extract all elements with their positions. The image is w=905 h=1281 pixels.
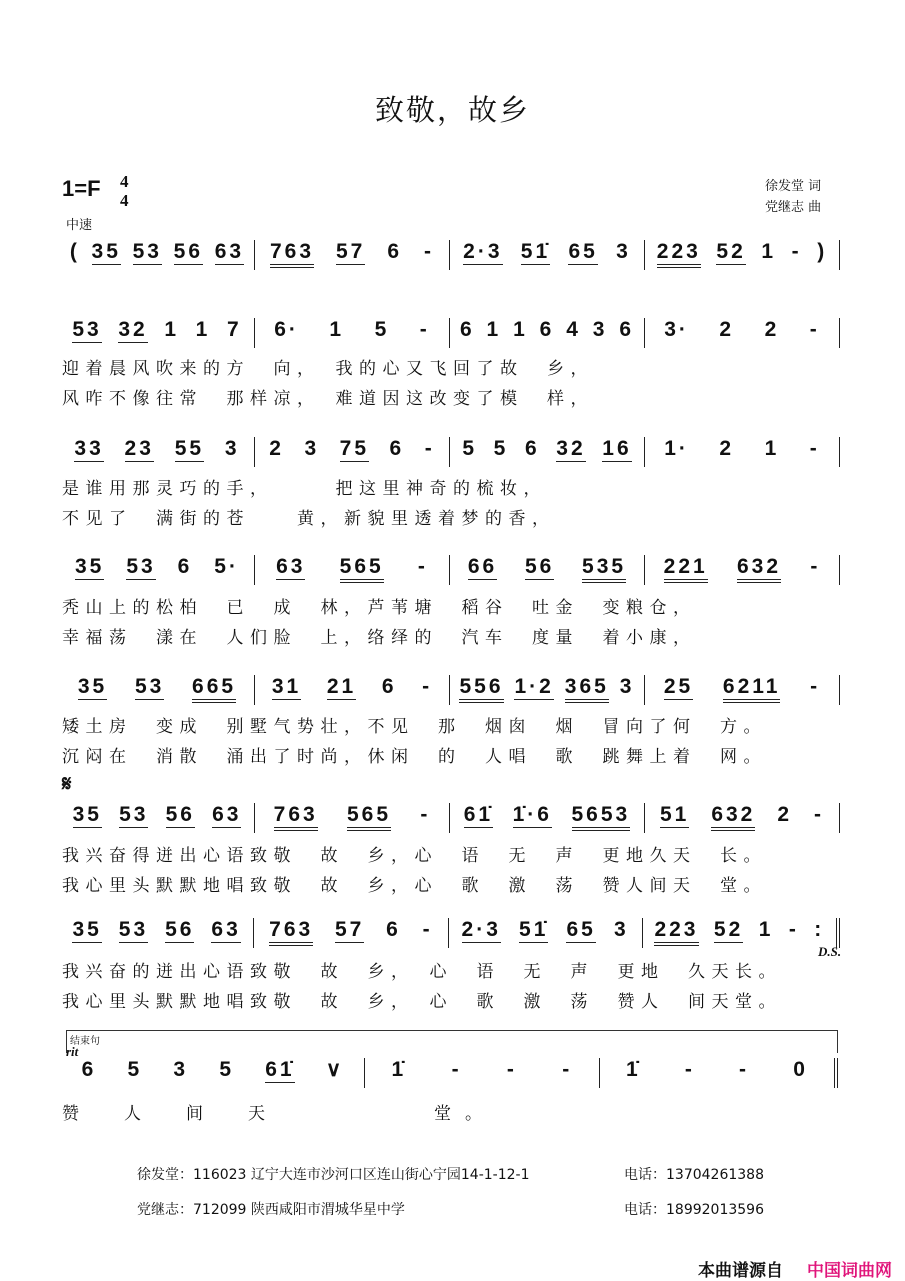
note-group: 53: [72, 318, 102, 341]
measure: [255, 437, 450, 467]
note-group: 6: [387, 240, 403, 263]
note-group: -: [791, 240, 802, 263]
note-group: :: [814, 918, 825, 941]
note-group: 3: [592, 318, 608, 341]
note-group: -: [684, 1058, 695, 1081]
note-group: 56: [173, 240, 204, 263]
note-group: 61̇: [265, 1058, 295, 1081]
ending-label: 结束句: [70, 1036, 100, 1047]
measure: [643, 918, 840, 948]
measure: [60, 918, 254, 948]
note-group: -: [451, 1058, 462, 1081]
note-group: 2·3: [463, 240, 503, 263]
measure: [450, 803, 645, 833]
note-group: -: [419, 318, 430, 341]
note-group: 56: [165, 803, 195, 826]
note-group: -: [506, 1058, 517, 1081]
note-group: 6: [386, 918, 401, 941]
note-group: 5: [219, 1058, 235, 1081]
measure: [450, 555, 645, 585]
meter-top: 4: [120, 172, 129, 191]
lyric-line: 我心里头默默地唱致敬 故 乡，心 歌 激 荡 赞人间天 堂。: [62, 876, 767, 896]
composer-phone: 电话：18992013596: [624, 1202, 764, 1218]
measure: [450, 437, 645, 467]
music-system: [60, 437, 840, 471]
note-group: 665: [192, 675, 236, 703]
note-group: 1: [764, 437, 780, 460]
note-group: 56: [165, 918, 195, 941]
note-group: 53: [134, 675, 165, 698]
note-group: 632: [711, 803, 755, 831]
measure: [645, 803, 840, 833]
note-group: 33: [74, 437, 104, 460]
segno-sign: 𝄋: [62, 772, 72, 797]
note-group: 75: [339, 437, 370, 460]
note-group: 1·2: [514, 675, 554, 698]
note-group: 1: [761, 240, 777, 263]
note-group: 66: [467, 555, 498, 578]
measure: [450, 675, 645, 705]
note-group: 2: [764, 318, 780, 341]
note-group: 763: [270, 240, 314, 268]
ending-bracket: [66, 1030, 838, 1053]
measure: [255, 555, 450, 585]
measure: [449, 918, 643, 948]
note-group: 61̇: [463, 803, 494, 826]
note-group: 63: [214, 240, 245, 263]
note-group: 6: [619, 318, 634, 341]
note-group: 6: [459, 318, 475, 341]
note-group: ): [817, 240, 828, 263]
note-group: 1·: [664, 437, 689, 460]
tempo-marking: 中速: [66, 218, 93, 233]
note-group: 6: [177, 555, 193, 578]
note-group: 35: [77, 675, 108, 698]
note-group: 35: [72, 803, 102, 826]
note-group: 32: [556, 437, 586, 460]
note-group: 4: [566, 318, 581, 341]
note-group: 52: [713, 918, 744, 941]
note-group: 53: [132, 240, 162, 263]
note-group: 21: [326, 675, 357, 698]
note-group: 556: [459, 675, 503, 703]
note-group: -: [422, 918, 433, 941]
lyric-line: 迎着晨风吹来的方 向， 我的心又飞回了故 乡，: [62, 359, 594, 379]
note-group: 63: [276, 555, 306, 578]
note-group: 3: [619, 675, 635, 698]
note-group: -: [788, 918, 799, 941]
note-group: 53: [119, 803, 149, 826]
lyric-line: 是谁用那灵巧的手， 把这里神奇的梳妆，: [62, 479, 547, 499]
lyric-line: 沉闷在 消散 涌出了时尚，休闲 的 人唱 歌 跳舞上着 网。: [62, 747, 767, 767]
note-group: 53: [118, 918, 149, 941]
note-group: 51: [659, 803, 690, 826]
note-group: 31: [271, 675, 302, 698]
measure: [60, 675, 255, 705]
note-group: 5653: [572, 803, 631, 831]
note-group: -: [809, 318, 820, 341]
note-group: -: [424, 437, 435, 460]
note-group: 35: [91, 240, 121, 263]
music-system: [60, 555, 840, 589]
note-group: 25: [663, 675, 694, 698]
note-group: 35: [74, 555, 105, 578]
note-group: -: [813, 803, 824, 826]
note-group: -: [739, 1058, 750, 1081]
measure: [450, 240, 645, 270]
note-group: 6·: [274, 318, 299, 341]
note-group: 365: [565, 675, 609, 703]
note-group: 3: [613, 918, 629, 941]
note-group: 7: [226, 318, 242, 341]
measure: [645, 675, 840, 705]
note-group: 632: [737, 555, 781, 583]
note-group: 53: [126, 555, 156, 578]
note-group: 63: [212, 803, 242, 826]
note-group: 1̇·6: [512, 803, 552, 826]
measure: [255, 675, 450, 705]
note-group: 221: [664, 555, 708, 583]
measure: [60, 240, 255, 270]
note-group: 51̇: [520, 240, 551, 263]
measure: [365, 1058, 600, 1088]
note-group: 5: [462, 437, 477, 460]
note-group: 65: [568, 240, 598, 263]
music-system: [60, 240, 840, 274]
lyricist-phone: 电话：13704261388: [624, 1167, 764, 1183]
lyricist-credit: 徐发堂 词: [765, 179, 822, 194]
meter-bottom: 4: [120, 191, 129, 210]
note-group: 1̇: [626, 1058, 641, 1081]
note-group: -: [420, 803, 431, 826]
note-group: 35: [72, 918, 102, 941]
note-group: 1: [486, 318, 502, 341]
note-group: 223: [654, 918, 698, 946]
lyric-line: 我心里头默默地唱致敬 故 乡， 心 歌 激 荡 赞人 间天堂。: [62, 992, 782, 1012]
measure: [62, 1058, 365, 1088]
note-group: 3: [224, 437, 240, 460]
note-group: (: [69, 240, 80, 263]
note-group: 3: [304, 437, 320, 460]
measure: [645, 437, 840, 467]
note-group: 6: [381, 675, 397, 698]
lyric-line: 矮土房 变成 别墅气势壮，不见 那 烟囱 烟 冒向了何 方。: [62, 717, 767, 737]
music-system: [60, 918, 840, 952]
source-label: 本曲谱源自: [698, 1261, 783, 1281]
note-group: 1: [329, 318, 345, 341]
note-group: 2: [719, 437, 735, 460]
measure: [645, 240, 840, 270]
composer-address: 党继志：712099 陕西咸阳市渭城华星中学: [137, 1202, 405, 1218]
music-system: [60, 803, 840, 837]
lyric-line: 不见了 满街的苍 黄，新貌里透着梦的香，: [62, 509, 556, 529]
note-group: 2: [269, 437, 284, 460]
note-group: 3·: [664, 318, 689, 341]
note-group: -: [810, 675, 821, 698]
note-group: 565: [340, 555, 384, 583]
note-group: -: [562, 1058, 573, 1081]
time-signature: [120, 172, 129, 210]
note-group: 763: [269, 918, 313, 946]
measure: [255, 803, 450, 833]
note-group: 51̇: [519, 918, 549, 941]
measure: [60, 555, 255, 585]
music-system: [62, 1058, 838, 1092]
note-group: 2·3: [461, 918, 501, 941]
lyric-line: 秃山上的松柏 已 成 林，芦苇塘 稻谷 吐金 变粮仓，: [62, 598, 697, 618]
note-group: 63: [211, 918, 241, 941]
note-group: 223: [657, 240, 701, 268]
note-group: 5·: [214, 555, 239, 578]
note-group: 55: [174, 437, 205, 460]
lyric-line: 我兴奋得迸出心语致敬 故 乡，心 语 无 声 更地久天 长。: [62, 846, 767, 866]
note-group: 16: [602, 437, 632, 460]
note-group: -: [417, 555, 428, 578]
measure: [255, 318, 450, 348]
note-group: 535: [582, 555, 626, 583]
note-group: 1: [195, 318, 211, 341]
note-group: 52: [716, 240, 746, 263]
music-system: [60, 675, 840, 709]
measure: [60, 318, 255, 348]
measure: [60, 803, 255, 833]
note-group: 57: [336, 240, 366, 263]
note-group: -: [810, 555, 821, 578]
ritardando-marking: rit: [66, 1044, 79, 1059]
note-group: 6: [539, 318, 555, 341]
note-group: 3: [616, 240, 631, 263]
measure: [60, 437, 255, 467]
lyricist-address: 徐发堂：116023 辽宁大连市沙河口区连山街心宁园14-1-12-1: [137, 1167, 530, 1183]
note-group: 1: [758, 918, 774, 941]
note-group: 6: [81, 1058, 97, 1081]
dal-segno-marking: D.S.: [818, 944, 842, 959]
music-system: [60, 318, 840, 352]
note-group: 1: [513, 318, 528, 341]
source-site-link[interactable]: 中国词曲网: [807, 1261, 892, 1281]
note-group: -: [809, 437, 820, 460]
note-group: 1̇: [391, 1058, 407, 1081]
note-group: 0: [793, 1058, 808, 1081]
note-group: 5: [493, 437, 509, 460]
note-group: 565: [347, 803, 391, 831]
song-title: 致敬，故乡: [374, 93, 530, 127]
note-group: 2: [777, 803, 793, 826]
measure: [450, 318, 645, 348]
note-group: 5: [127, 1058, 143, 1081]
note-group: 2: [719, 318, 735, 341]
note-group: 32: [118, 318, 148, 341]
composer-credit: 党继志 曲: [765, 200, 822, 215]
note-group: 56: [524, 555, 555, 578]
note-group: 763: [274, 803, 318, 831]
lyric-line: 我兴奋的迸出心语致敬 故 乡， 心 语 无 声 更地 久天长。: [62, 962, 782, 982]
note-group: ∨: [325, 1058, 345, 1081]
measure: [600, 1058, 838, 1088]
measure: [254, 918, 448, 948]
lyric-line: 赞 人 间 天 堂。: [62, 1104, 496, 1124]
note-group: 57: [334, 918, 365, 941]
note-group: 5: [374, 318, 390, 341]
lyric-line: 风咋不像往常 那样凉， 难道因这改变了模 样，: [62, 389, 594, 409]
measure: [645, 318, 840, 348]
note-group: 1: [164, 318, 179, 341]
note-group: 23: [124, 437, 154, 460]
note-group: 65: [566, 918, 596, 941]
measure: [645, 555, 840, 585]
key-signature: 1=F: [62, 176, 101, 201]
note-group: 6: [389, 437, 405, 460]
measure: [255, 240, 450, 270]
note-group: 6: [524, 437, 540, 460]
note-group: -: [423, 240, 434, 263]
note-group: 3: [173, 1058, 189, 1081]
note-group: 6211: [723, 675, 781, 703]
note-group: -: [422, 675, 433, 698]
lyric-line: 幸福荡 漾在 人们脸 上，络绎的 汽车 度量 着小康，: [62, 628, 697, 648]
